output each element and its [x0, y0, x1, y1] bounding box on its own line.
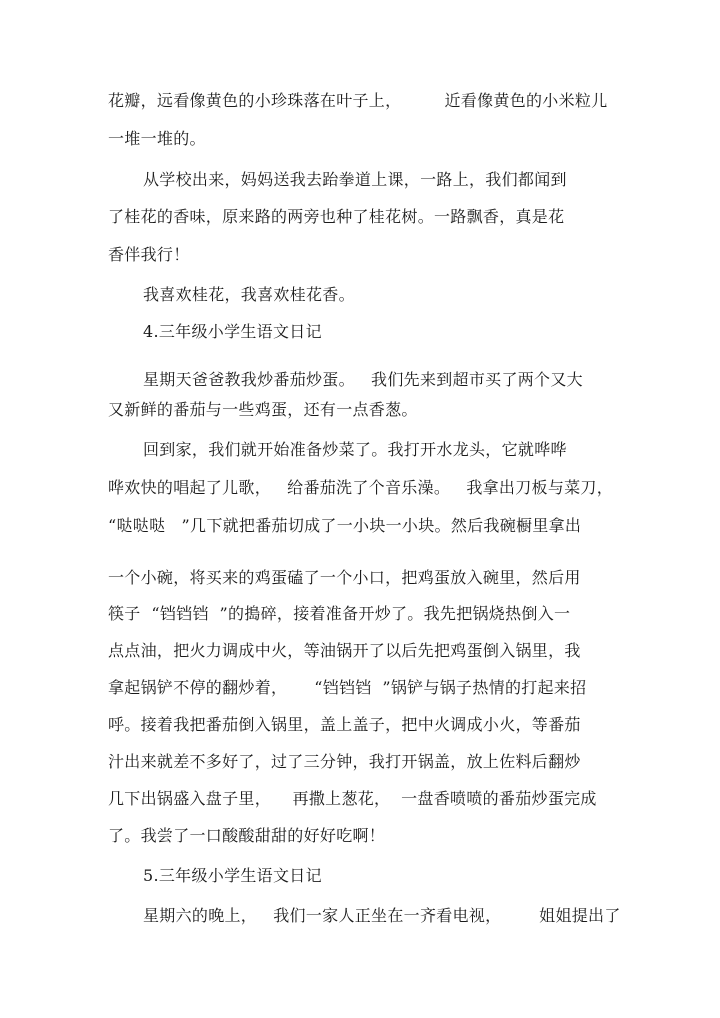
text-line: “哒哒哒 ”几下就把番茄切成了一小块一小块。然后我碗橱里拿出	[108, 516, 582, 535]
text-line: 汁出来就差不多好了，过了三分钟，我打开锅盖，放上佐料后翻炒	[108, 752, 581, 771]
text-line: 了桂花的香味，原来路的两旁也种了桂花树。一路飘香，真是花	[108, 207, 565, 226]
text-line: 拿起锅铲不停的翻炒着， “铛铛铛 ”锅铲与锅子热情的打起来招	[108, 678, 587, 697]
paragraph-first-line: 从学校出来，妈妈送我去跆拳道上课，一路上，我们都闻到	[143, 170, 567, 189]
text-line: 几下出锅盛入盘子里， 再撒上葱花， 一盘香喷喷的番茄炒蛋完成	[108, 789, 597, 808]
text-line: 一个小碗，将买来的鸡蛋磕了一个小口，把鸡蛋放入碗里，然后用	[108, 568, 581, 587]
paragraph-first-line: 星期天爸爸教我炒番茄炒蛋。 我们先来到超市买了两个又大	[143, 370, 583, 389]
text-line: 香伴我行！	[108, 245, 190, 264]
paragraph-first-line: 星期六的晚上， 我们一家人正坐在一齐看电视， 姐姐提出了	[143, 906, 621, 925]
text-line: 点点油，把火力调成中火，等油锅开了以后先把鸡蛋倒入锅里，我	[108, 641, 581, 660]
text-line: 呼。接着我把番茄倒入锅里，盖上盖子，把中火调成小火，等番茄	[108, 715, 581, 734]
paragraph-first-line: 回到家，我们就开始准备炒菜了。我打开水龙头，它就哗哗	[143, 440, 567, 459]
text-line: 一堆一堆的。	[108, 129, 206, 148]
text-line: 筷子 “铛铛铛 ”的搗碎，接着准备开炒了。我先把锅烧热倒入一	[108, 604, 571, 623]
text-line: 花瓣，远看像黄色的小珍珠落在叶子上， 近看像黄色的小米粒儿	[108, 91, 608, 110]
text-line: 又新鲜的番茄与一些鸡蛋，还有一点香葱。	[108, 400, 418, 419]
section-heading: 4.三年级小学生语文日记	[143, 322, 322, 341]
text-line: 哗欢快的唱起了儿歌， 给番茄洗了个音乐澡。 我拿出刀板与菜刀，	[108, 478, 614, 497]
text-line: 了。我尝了一口酸酸甜甜的好好吃啊！	[108, 826, 386, 845]
paragraph-first-line: 我喜欢桂花，我喜欢桂花香。	[143, 285, 355, 304]
section-heading: 5.三年级小学生语文日记	[143, 866, 322, 885]
